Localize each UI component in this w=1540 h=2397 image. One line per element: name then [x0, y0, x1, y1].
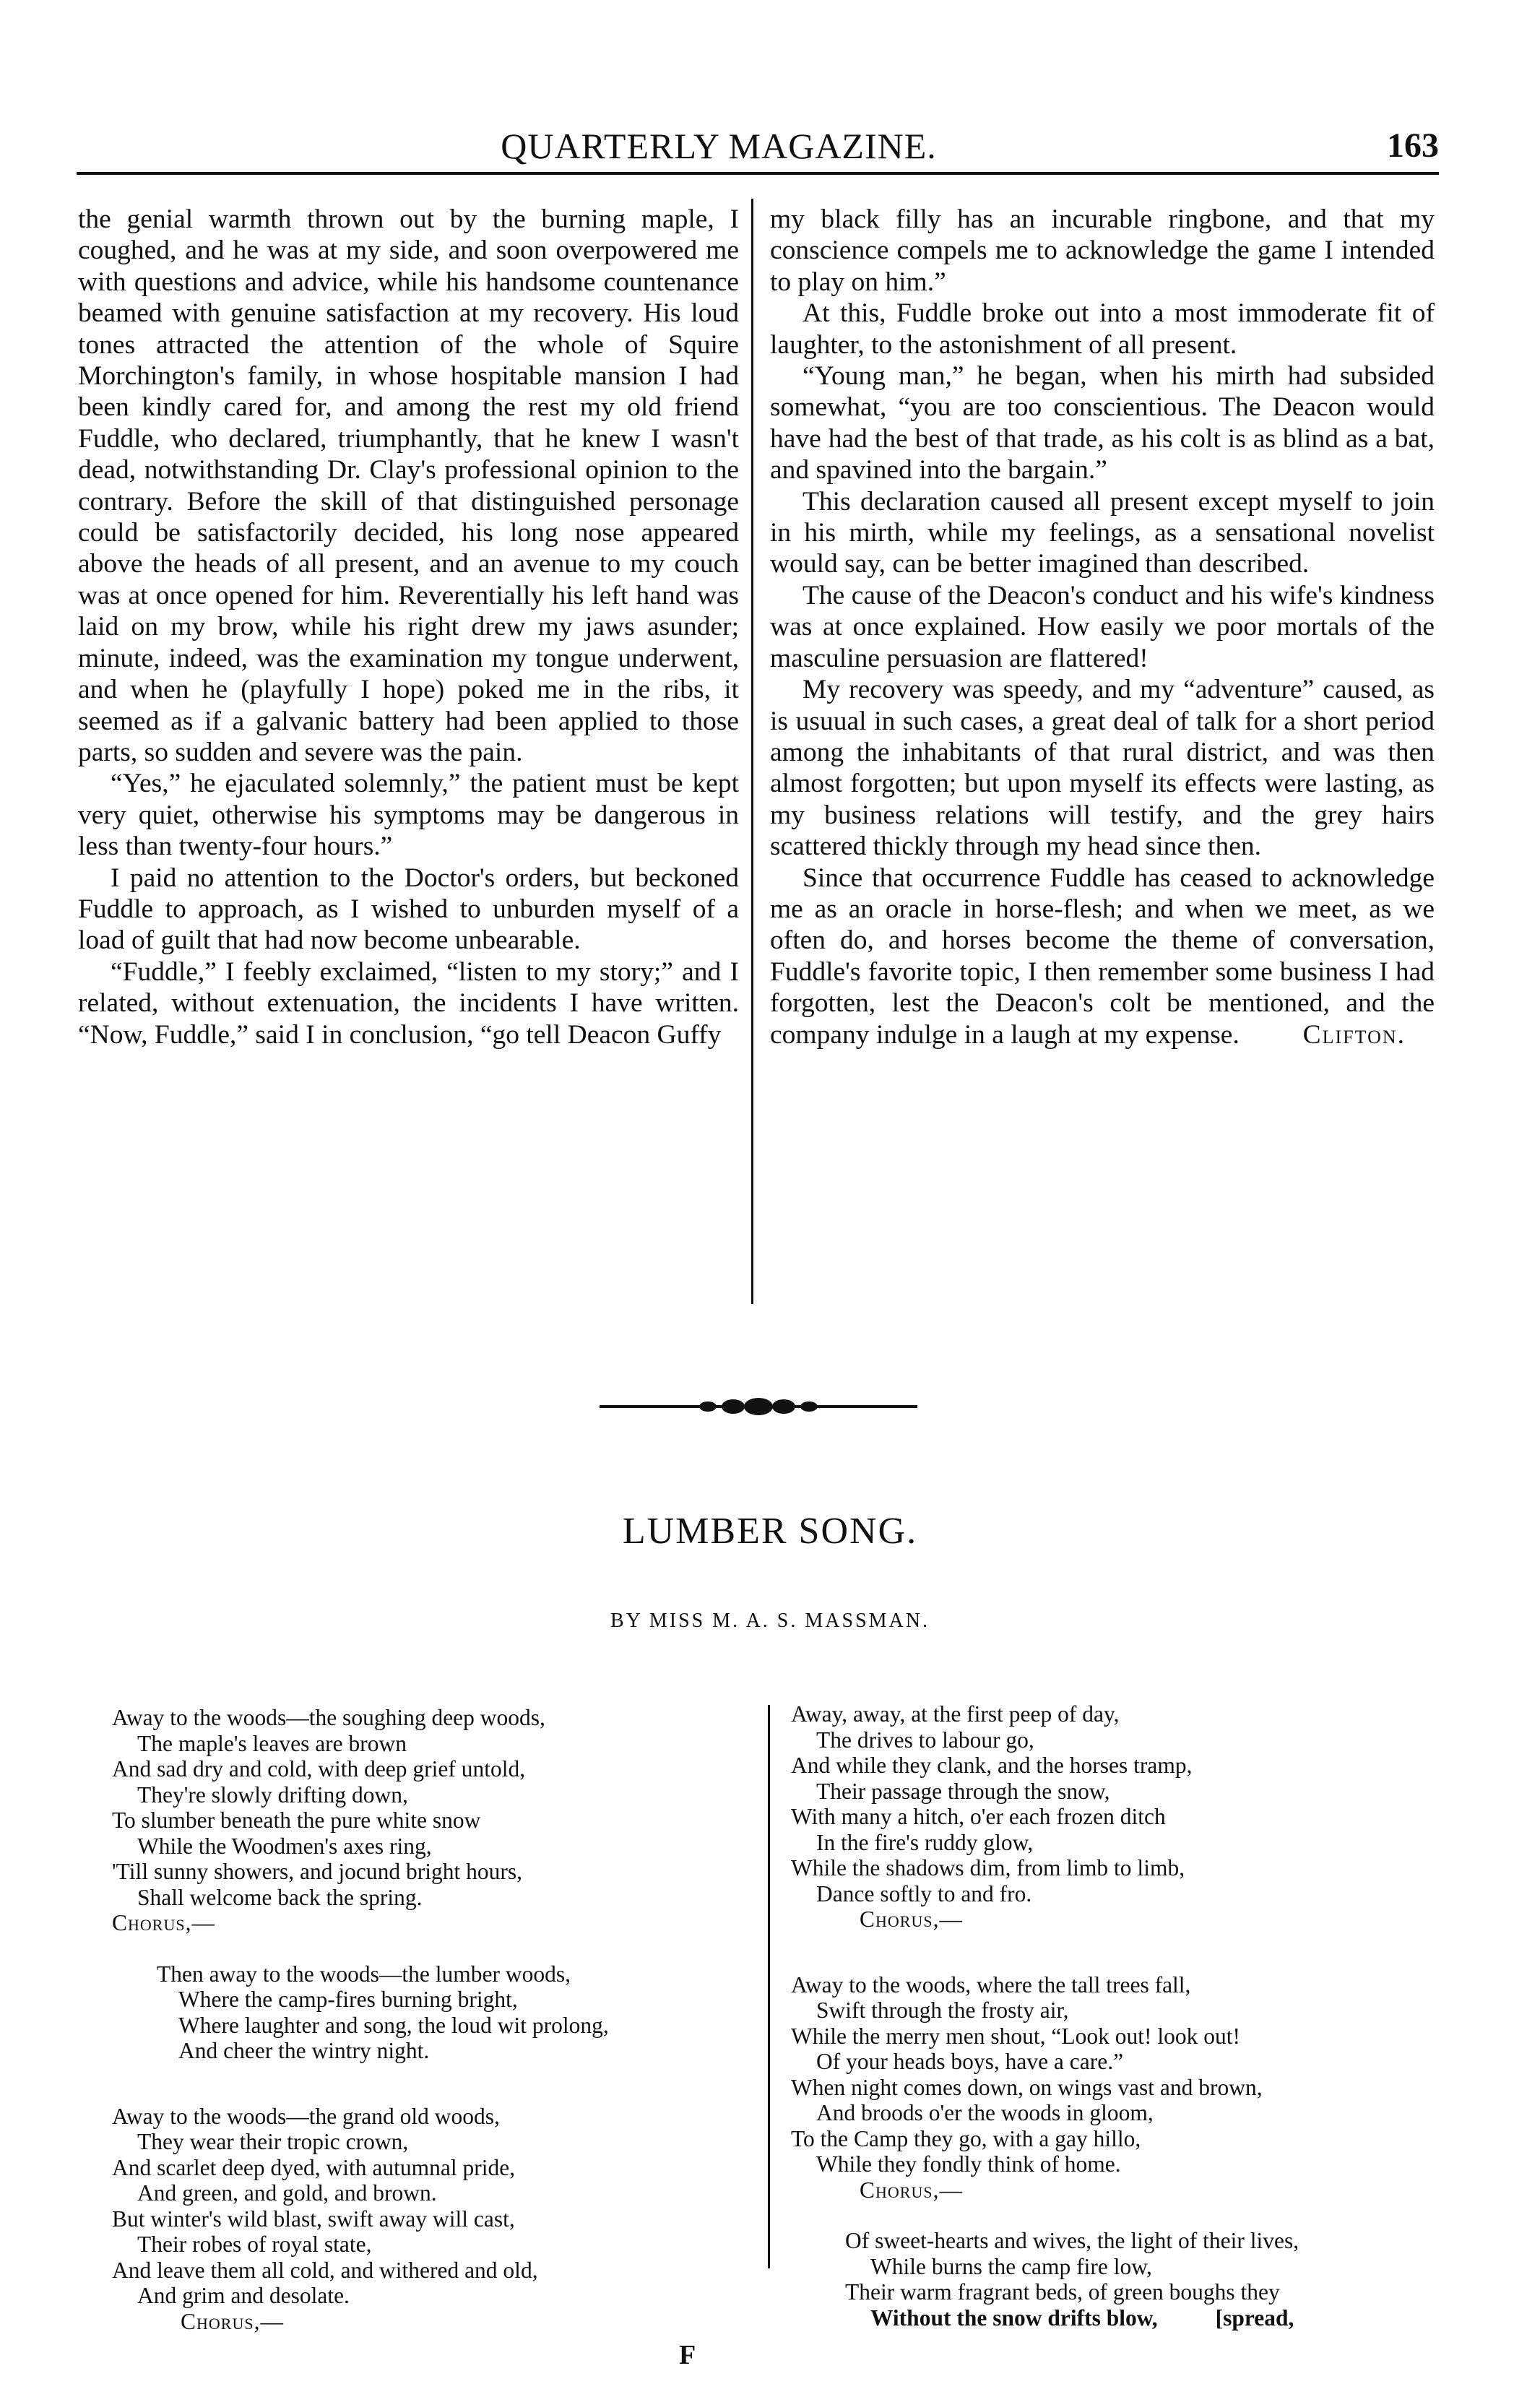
- verse-line: Then away to the woods—the lumber woods,: [157, 1961, 571, 1987]
- paragraph: “Yes,” he ejaculated solemnly,” the patient must be kept very quiet, otherwise his symptoms may be dangerous in less than twenty-four hours.”: [78, 769, 739, 862]
- author-signature: Clifton.: [1302, 1019, 1406, 1050]
- chorus-label: Chorus,—: [860, 1906, 963, 1932]
- verse-line: The drives to labour go,: [816, 1727, 1034, 1753]
- poem-author: BY MISS M. A. S. MASSMAN.: [610, 1610, 930, 1632]
- poem-column-left: [112, 1705, 762, 2334]
- verse-line: Their passage through the snow,: [816, 1778, 1110, 1804]
- chorus-label: Chorus,—: [181, 2308, 284, 2334]
- verse-line: And cheer the wintry night.: [178, 2038, 430, 2063]
- verse-line: 'Till sunny showers, and jocund bright hours,: [112, 1859, 523, 1884]
- paragraph: [770, 863, 1435, 1050]
- verse-line: And leave them all cold, and withered and old,: [112, 2257, 538, 2283]
- verse-line: To the Camp they go, with a gay hillo,: [791, 2125, 1141, 2151]
- poem-column-right: [791, 1701, 1463, 2331]
- verse-line: Away, away, at the first peep of day,: [791, 1701, 1120, 1727]
- stanza-gap: [112, 1936, 762, 1961]
- paragraph: “Fuddle,” I feebly exclaimed, “listen to my story;” and I related, without extenuation, the incidents I have written. “Now, Fuddle,” said I in conclusion, “go tell Deacon Guffy: [78, 956, 739, 1050]
- paragraph: the genial warmth thrown out by the burning maple, I coughed, and he was at my side, and soon overpowered me with questions and advice, while his handsome countenance beamed with genuine satisfaction at my recovery. His loud tones attracted the attention of the whole of Squire Morchington's family, in whose hospitable mansion I had been kindly cared for, and among the rest my old friend Fuddle, who declared, triumphantly, that he knew I wasn't dead, notwithstanding Dr. Clay's professional opinion to the contrary. Before the skill of that distinguished personage could be satisfactorily decided, his long nose appeared above the heads of all present, and an avenue to my couch was at once opened for him. Reverentially his left hand was laid on my brow, while his right drew my jaws asunder; minute, indeed, was the examination my tongue underwent, and when he (playfully I hope) poked me in the ribs, it seemed as if a galvanic battery had been applied to those parts, so sudden and severe was the pain.: [78, 204, 739, 767]
- verse-line: While the Woodmen's axes ring,: [137, 1833, 432, 1859]
- verse-line: With many a hitch, o'er each frozen ditch: [791, 1804, 1166, 1829]
- paragraph: I paid no attention to the Doctor's orders, but beckoned Fuddle to approach, as I wished to unburden myself of a load of guilt that had now become unbearable.: [78, 863, 739, 956]
- chorus-label: Chorus,—: [112, 1910, 215, 1935]
- verse-line: Away to the woods—the grand old woods,: [112, 2103, 500, 2129]
- verse-line: While the merry men shout, “Look out! look out!: [791, 2023, 1240, 2049]
- verse-line: Where the camp-fires burning bright,: [178, 1987, 518, 2012]
- verse-line: When night comes down, on wings vast and brown,: [791, 2074, 1263, 2100]
- verse-line: While the shadows dim, from limb to limb,: [791, 1855, 1185, 1880]
- verse-line: To slumber beneath the pure white snow: [112, 1808, 481, 1833]
- paragraph: The cause of the Deacon's conduct and his wife's kindness was at once explained. How easily we poor mortals of the masculine persuasion are flattered!: [770, 580, 1435, 673]
- verse-line: Of sweet-hearts and wives, the light of their lives,: [845, 2228, 1299, 2253]
- verse-line: And scarlet deep dyed, with autumnal pride,: [112, 2154, 516, 2180]
- page-number: 163: [1387, 126, 1439, 165]
- stanza-gap: [791, 1932, 1463, 1972]
- stanza-gap: [791, 2203, 1463, 2228]
- poem-title: LUMBER SONG.: [622, 1511, 918, 1552]
- verse-line: While burns the camp fire low,: [870, 2253, 1152, 2279]
- verse-line: And while they clank, and the horses tramp,: [791, 1753, 1193, 1778]
- verse-line: While they fondly think of home.: [816, 2151, 1121, 2177]
- verse-line: And sad dry and cold, with deep grief untold,: [112, 1756, 526, 1781]
- printer-signature-mark: F: [679, 2340, 696, 2370]
- verse-text: Without the snow drifts blow,: [870, 2305, 1158, 2331]
- verse-line: Away to the woods—the soughing deep woods,: [112, 1705, 545, 1730]
- verse-line: Shall welcome back the spring.: [137, 1884, 423, 1910]
- header-rule: [77, 172, 1439, 175]
- prose-column-left: [78, 204, 739, 1050]
- prose-column-right: [770, 204, 1435, 1050]
- paragraph-text: Since that occurrence Fuddle has ceased to acknowledge me as an oracle in horse-flesh; and when we meet, as we often do, and horses become the theme of conversation, Fuddle's favorite topic, I then remember some business I had forgotten, lest the Deacon's colt be mentioned, and the company indulge in a laugh at my expense.: [770, 863, 1435, 1050]
- verse-line: The maple's leaves are brown: [137, 1730, 407, 1756]
- verse-line: Their warm fragrant beds, of green boughs they: [845, 2279, 1280, 2305]
- verse-line: They're slowly drifting down,: [137, 1781, 408, 1808]
- verse-line: In the fire's ruddy glow,: [816, 1829, 1034, 1855]
- turnover-word: [spread,: [1215, 2305, 1294, 2331]
- verse-line: Away to the woods, where the tall trees fall,: [791, 1971, 1191, 1998]
- verse-line: Their robes of royal state,: [137, 2232, 372, 2257]
- paragraph: My recovery was speedy, and my “adventure” caused, as is usuual in such cases, a great deal of talk for a short period among the inhabitants of that rural district, and was then almost forgotten; but upon myself its effects were lasting, as my business relations will testify, and the grey hairs scattered thickly through my head since then.: [770, 675, 1435, 862]
- verse-line: [791, 2305, 1463, 2331]
- paragraph: This declaration caused all present except myself to join in his mirth, while my feelings, as a sensational novelist would say, can be better imagined than described.: [770, 486, 1435, 579]
- section-ornament: [600, 1398, 917, 1415]
- verse-line: And broods o'er the woods in gloom,: [816, 2100, 1154, 2125]
- verse-line: And grim and desolate.: [137, 2283, 350, 2308]
- poem-column-divider: [768, 1705, 770, 2268]
- paragraph: my black filly has an incurable ringbone, and that my conscience compels me to acknowledge the game I intended to play on him.”: [770, 204, 1435, 297]
- verse-line: They wear their tropic crown,: [137, 2129, 409, 2154]
- verse-line: Where laughter and song, the loud wit prolong,: [178, 2012, 609, 2038]
- verse-line: Swift through the frosty air,: [816, 1998, 1069, 2023]
- verse-line: Dance softly to and fro.: [816, 1880, 1032, 1906]
- chorus-label: Chorus,—: [860, 2177, 963, 2203]
- paragraph: “Young man,” he began, when his mirth had subsided somewhat, “you are too conscientious. The Deacon would have had the best of that trade, as his colt is as blind as a bat, and spavined into the bargain.”: [770, 361, 1435, 485]
- column-divider: [751, 199, 753, 1304]
- verse-line: And green, and gold, and brown.: [137, 2180, 437, 2206]
- stanza-gap: [112, 2064, 762, 2104]
- running-head: QUARTERLY MAGAZINE.: [501, 126, 937, 166]
- paragraph: At this, Fuddle broke out into a most immoderate fit of laughter, to the astonishment of all present.: [770, 298, 1435, 360]
- verse-line: But winter's wild blast, swift away will cast,: [112, 2206, 515, 2232]
- verse-line: Of your heads boys, have a care.”: [816, 2049, 1124, 2074]
